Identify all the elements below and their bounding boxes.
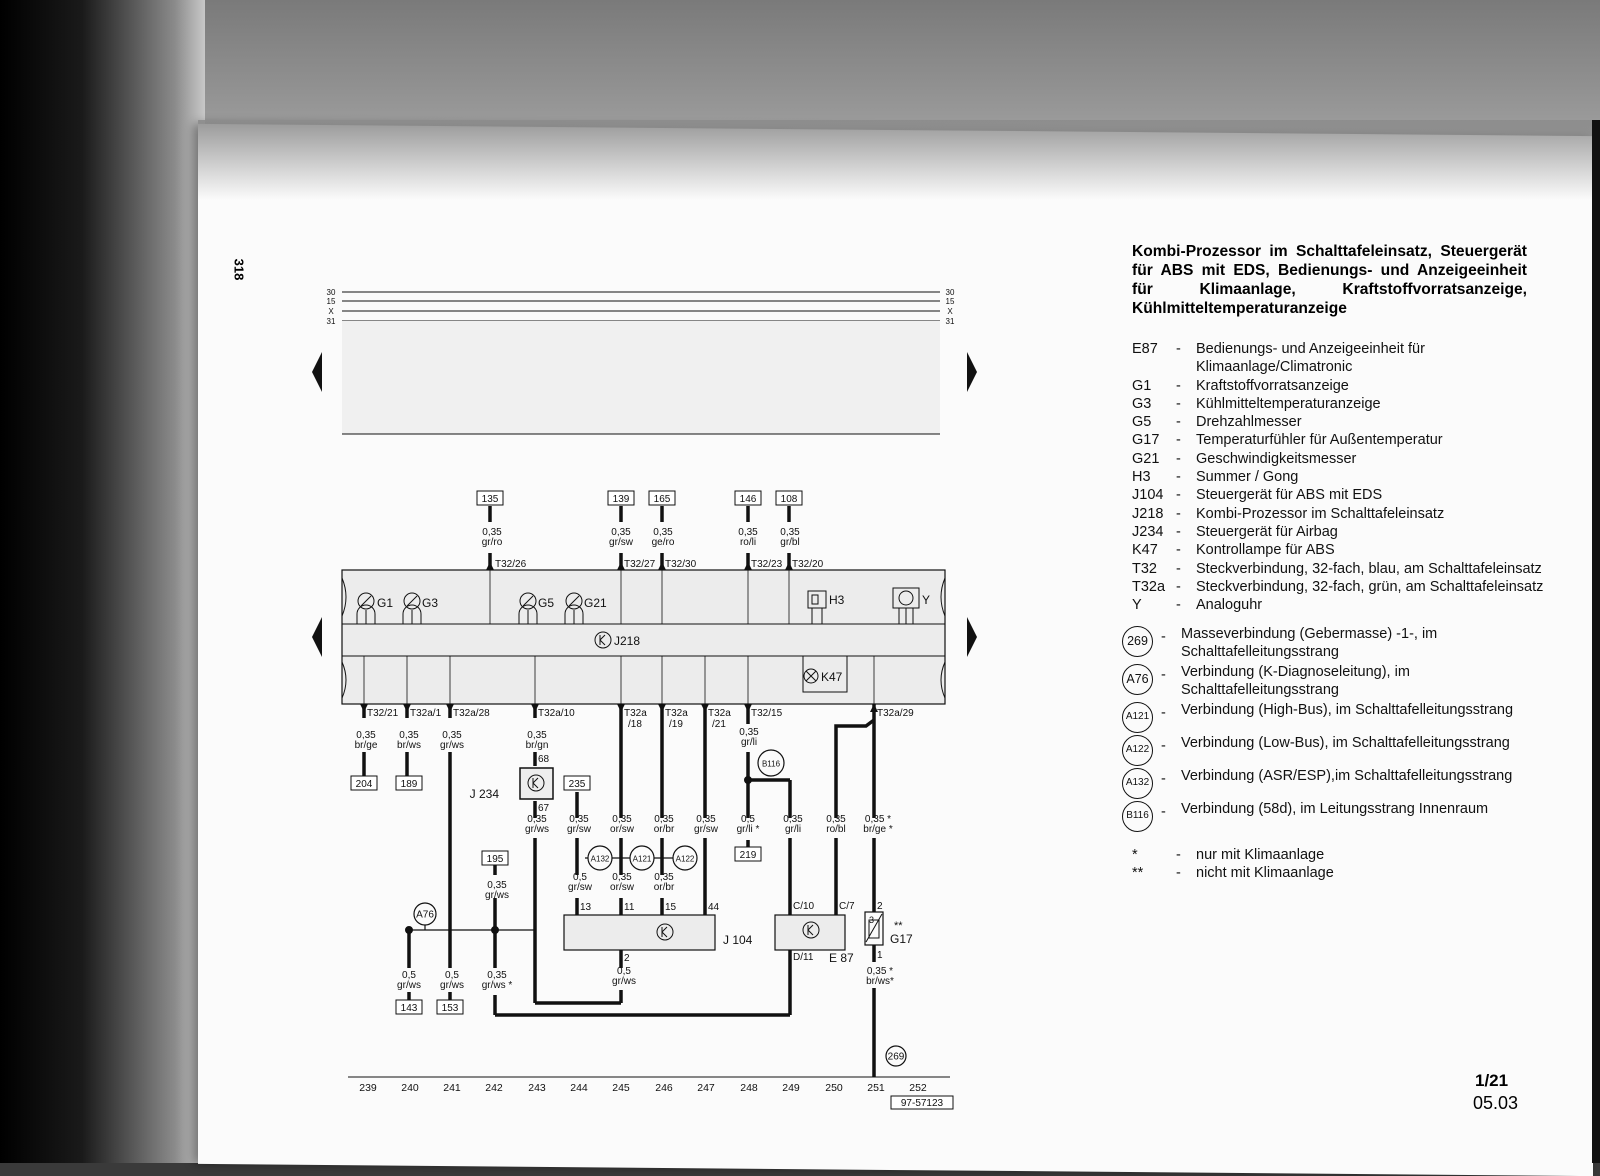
wire-color: gr/ws [525, 824, 549, 835]
wire-color: gr/li * [736, 824, 760, 835]
wire-color: gr/sw [694, 824, 718, 835]
wire-size: 0,35 [780, 527, 800, 538]
component-j218: J218 [614, 634, 641, 648]
legend-value: Steckverbindung, 32-fach, grün, am Schalttafeleinsatz [1196, 578, 1544, 595]
component-g21: G21 [584, 596, 607, 610]
edition-date: 05.03 [1473, 1093, 1519, 1113]
wire-color: gr/sw [609, 537, 633, 548]
legend-value: Verbindung (K-Diagnoseleitung), im Schalttafelleitungsstrang [1181, 664, 1410, 698]
pin-label: T32a [624, 708, 647, 719]
grid-number: 247 [697, 1082, 715, 1094]
legend-key: K47 [1132, 542, 1158, 559]
legend-dash: - [1176, 487, 1181, 504]
legend-dash: - [1161, 737, 1166, 754]
wire-size: 0,5 [402, 970, 416, 981]
component-j234: J 234 [469, 787, 499, 801]
pin-label: T32/30 [665, 559, 697, 570]
legend-dash: - [1176, 864, 1181, 881]
pin-label: T32a [708, 708, 731, 719]
legend-key: E87 [1132, 341, 1158, 357]
legend-value: Summer / Gong [1196, 469, 1299, 486]
pin-label: 68 [538, 754, 550, 765]
pin-label: T32/21 [367, 708, 399, 719]
wire-size: 0,5 [617, 966, 631, 977]
legend-row [1132, 578, 1552, 596]
legend-dash: - [1176, 846, 1181, 863]
wire-size: 0,5 [445, 970, 459, 981]
wire-size: 0,35 [826, 814, 846, 825]
wire-size: 0,35 [442, 730, 462, 741]
reference-number: 189 [400, 779, 418, 790]
legend-connector-row [1126, 800, 1552, 832]
wire-color: gr/ws [440, 740, 464, 751]
legend-value: Drehzahlmesser [1196, 414, 1302, 431]
legend-key: H3 [1132, 469, 1151, 486]
wire-color: ge/ro [651, 537, 675, 548]
bus-label-right: 15 [945, 297, 955, 306]
legend-value: nicht mit Klimaanlage [1196, 864, 1334, 881]
legend-value: Steckverbindung, 32-fach, blau, am Schalttafeleinsatz [1196, 560, 1542, 577]
wire-size: 0,35 [487, 880, 507, 891]
grid-number: 250 [825, 1082, 843, 1094]
pin-label: /19 [669, 719, 683, 730]
legend-dash: - [1176, 542, 1181, 559]
drawing-number: 97-57123 [900, 1098, 944, 1109]
pin-label: C/7 [839, 901, 855, 912]
legend-connector-row [1125, 701, 1552, 733]
connector-symbol: A121 [1122, 702, 1153, 733]
legend-key: J104 [1132, 487, 1164, 504]
legend-connector-row [1127, 626, 1552, 662]
bus-label-left: 15 [326, 297, 336, 306]
component-y: Y [922, 593, 931, 607]
wire-color: br/ge * [863, 824, 893, 835]
connector-label: 269 [887, 1051, 905, 1063]
wire-size: 0,35 [654, 872, 674, 883]
reference-number: 219 [739, 850, 757, 861]
grid-number: 241 [443, 1082, 461, 1094]
wire-color: gr/ws [440, 980, 464, 991]
legend-dash: - [1176, 597, 1181, 614]
legend-row [1132, 505, 1552, 523]
wire-color: gr/li [740, 737, 758, 748]
wire-color: br/gn [525, 740, 549, 751]
legend-key: G3 [1132, 395, 1152, 412]
legend-value: Steuergerät für ABS mit EDS [1196, 487, 1383, 504]
legend-connector-row [1126, 664, 1552, 700]
pin-label: T32/27 [624, 559, 656, 570]
legend-key: J218 [1132, 505, 1164, 522]
legend-row [1132, 846, 1552, 864]
legend-row [1132, 541, 1552, 559]
legend-dash: - [1176, 341, 1181, 357]
grid-number: 249 [782, 1082, 800, 1094]
component-j104: J 104 [723, 933, 753, 947]
legend-dash: - [1176, 395, 1181, 412]
wire-size: 0,35 [738, 527, 758, 538]
wire-size: 0,35 [356, 730, 376, 741]
legend-dash: - [1176, 523, 1181, 540]
legend-row [1132, 395, 1552, 413]
pin-label: 2 [624, 953, 630, 964]
legend-value: nur mit Klimaanlage [1196, 846, 1325, 863]
pin-label: 67 [538, 803, 550, 814]
connector-label: A122 [675, 854, 695, 864]
wire-size: 0,35 [569, 814, 589, 825]
legend-row [1132, 864, 1552, 882]
legend-key: T32 [1132, 560, 1157, 577]
wire-color: gr/sw [568, 882, 592, 893]
wire-size: 0,35 [611, 527, 631, 538]
pin-label: T32a/1 [410, 708, 442, 719]
reference-number: 143 [400, 1003, 418, 1014]
bus-label-right: X [947, 307, 953, 316]
grid-number: 252 [909, 1082, 927, 1094]
wire-color: or/sw [610, 882, 634, 893]
connector-symbol: B116 [1122, 801, 1153, 832]
legend-value: Verbindung (58d), im Leitungsstrang Innenraum [1181, 800, 1489, 817]
legend-dash: - [1161, 667, 1166, 684]
pin-label: D/11 [793, 952, 814, 963]
legend-value: Verbindung (ASR/ESP),im Schalttafelleitungsstrang [1181, 767, 1513, 784]
connector-label: A132 [590, 854, 610, 864]
sheet-number: 1/21 [1475, 1071, 1509, 1090]
wire-color: gr/bl [780, 537, 800, 548]
legend-dash: - [1176, 505, 1181, 522]
reference-number: 108 [780, 494, 798, 505]
wire-color: or/sw [610, 824, 634, 835]
pin-label: /18 [628, 719, 642, 730]
component-g5: G5 [538, 596, 555, 610]
grid-number: 246 [655, 1082, 673, 1094]
legend-dash: - [1161, 629, 1166, 646]
legend-row [1132, 468, 1552, 486]
wire-color: gr/ws [612, 976, 636, 987]
legend-value: Temperaturfühler für Außentemperatur [1196, 432, 1443, 449]
wire-color: br/ws* [866, 976, 894, 987]
pin-label: T32/20 [792, 559, 824, 570]
pin-label: 1 [877, 950, 883, 961]
wire-size: 0,35 [612, 872, 632, 883]
legend-key: G1 [1132, 377, 1152, 394]
wire-size: 0,35 [487, 970, 507, 981]
pin-label: T32a/28 [453, 708, 490, 719]
wire-size: 0,35 [696, 814, 716, 825]
wire-color: gr/sw [567, 824, 591, 835]
legend-connector-row [1125, 734, 1552, 766]
legend-dash: - [1176, 560, 1181, 577]
wire-size: 0,35 [653, 527, 673, 538]
wire-size: 0,35 [612, 814, 632, 825]
legend-value: Kombi-Prozessor im Schalttafeleinsatz [1196, 505, 1445, 522]
connector-symbol: A122 [1122, 735, 1153, 766]
legend-key: Y [1132, 597, 1142, 614]
connector-symbol: A76 [1122, 664, 1153, 695]
legend-value: Kühlmitteltemperaturanzeige [1196, 395, 1381, 412]
pin-label: C/10 [793, 901, 815, 912]
wire-size: 0,35 [527, 730, 547, 741]
legend-dash: - [1176, 578, 1181, 595]
legend-key: J234 [1132, 523, 1164, 540]
legend-key: * [1132, 846, 1138, 863]
reference-number: 195 [486, 854, 504, 865]
reference-number: 153 [441, 1003, 459, 1014]
reference-number: 139 [612, 494, 630, 505]
wire-color: ro/li [739, 537, 757, 548]
pin-label: ** [894, 920, 903, 932]
reference-number: 204 [355, 779, 373, 790]
grid-number: 248 [740, 1082, 758, 1094]
pin-label: T32/15 [751, 708, 783, 719]
grid-number: 245 [612, 1082, 630, 1094]
legend-value: Verbindung (Low-Bus), im Schalttafelleitungsstrang [1181, 734, 1510, 751]
grid-number: 251 [867, 1082, 885, 1094]
pin-label: /21 [712, 719, 726, 730]
bus-label-left: 31 [326, 317, 336, 326]
legend-row [1132, 413, 1552, 431]
legend-row [1132, 431, 1552, 449]
legend-dash: - [1161, 770, 1166, 787]
pin-label: 44 [708, 902, 720, 913]
pin-label: T32a/10 [538, 708, 575, 719]
legend-dash: - [1176, 432, 1181, 449]
pin-label: 13 [580, 902, 592, 913]
component-g3: G3 [422, 596, 439, 610]
legend-row [1132, 596, 1552, 614]
connector-label: A121 [632, 854, 652, 864]
reference-number: 235 [568, 779, 586, 790]
legend-key: ** [1132, 864, 1144, 881]
wire-size: 0,35 [482, 527, 502, 538]
legend [1125, 340, 1552, 882]
legend-row [1132, 560, 1552, 578]
pin-label: T32a [665, 708, 688, 719]
pin-label: T32/23 [751, 559, 783, 570]
legend-key: G5 [1132, 414, 1152, 431]
pin-label: 3 [869, 915, 875, 925]
legend-value: Verbindung (High-Bus), im Schalttafelleitungsstrang [1181, 701, 1514, 718]
page-number: 318 [231, 258, 247, 281]
pin-label: T32a/29 [877, 708, 914, 719]
pin-label: 11 [624, 902, 635, 913]
wire-color: br/ge [354, 740, 378, 751]
wire-color: or/br [653, 882, 675, 893]
legend-dash: - [1176, 469, 1181, 486]
legend-key: T32a [1132, 578, 1166, 595]
wire-size: 0,35 [783, 814, 803, 825]
legend-dash: - [1176, 414, 1181, 431]
reference-number: 146 [739, 494, 757, 505]
component-g1: G1 [377, 596, 394, 610]
wire-color: ro/bl [826, 824, 846, 835]
pin-label: 15 [665, 902, 677, 913]
legend-dash: - [1176, 377, 1181, 394]
legend-value: Kraftstoffvorratsanzeige [1196, 377, 1349, 394]
legend-dash: - [1176, 450, 1181, 467]
legend-dash: - [1161, 704, 1166, 721]
wire-size: 0,35 * [866, 966, 894, 977]
bus-label-left: 30 [326, 288, 336, 297]
legend-key: G17 [1132, 432, 1160, 449]
legend-value: Kontrollampe für ABS [1196, 542, 1335, 559]
connector-symbol: 269 [1122, 626, 1153, 657]
legend-row [1132, 340, 1552, 377]
wire-color: br/ws [397, 740, 421, 751]
grid-number: 239 [359, 1082, 377, 1094]
wire-size: 0,35 [654, 814, 674, 825]
legend-value: Geschwindigkeitsmesser [1196, 450, 1357, 467]
wire-color: gr/ws [397, 980, 421, 991]
legend-dash: - [1161, 803, 1166, 820]
page-title: Kombi-Prozessor im Schalttafeleinsatz, Steuergerät für ABS mit EDS, Bedienungs- und Anzeigeeinheit für Klimaanlage, Kraftstoffvorratsanzeige, Kühlmitteltemperaturanzeige [1132, 243, 1527, 317]
component-g17: G17 [890, 932, 913, 946]
reference-number: 165 [653, 494, 671, 505]
legend-value: Bedienungs- und Anzeigeeinheit für Klimaanlage/Climatronic [1196, 341, 1425, 376]
wire-color: gr/ro [481, 537, 503, 548]
legend-row [1132, 486, 1552, 504]
bus-label-left: X [328, 307, 334, 316]
connector-label: A76 [416, 909, 434, 921]
legend-key: G21 [1132, 450, 1160, 467]
wire-size: 0,35 [739, 727, 759, 738]
legend-value: Masseverbindung (Gebermasse) -1-, im Schalttafelleitungsstrang [1181, 626, 1438, 661]
component-k47: K47 [821, 670, 843, 684]
component-h3: H3 [829, 593, 845, 607]
bus-label-right: 30 [945, 288, 955, 297]
grid-number: 240 [401, 1082, 419, 1094]
component-e87: E 87 [829, 951, 854, 965]
pin-label: 2 [877, 901, 883, 912]
wire-size: 0,35 [527, 814, 547, 825]
legend-value: Steuergerät für Airbag [1196, 523, 1338, 540]
legend-row [1132, 523, 1552, 541]
legend-value: Analoguhr [1196, 597, 1263, 614]
legend-row [1132, 377, 1552, 395]
grid-number: 243 [528, 1082, 546, 1094]
wire-color: or/br [653, 824, 675, 835]
wire-color: gr/ws * [481, 980, 513, 991]
wire-color: gr/ws [485, 890, 509, 901]
wire-size: 0,5 [573, 872, 587, 883]
legend-row [1132, 450, 1552, 468]
legend-connector-row [1125, 767, 1552, 799]
pin-label: T32/26 [495, 559, 527, 570]
connector-label: B116 [761, 759, 781, 769]
reference-number: 135 [481, 494, 499, 505]
grid-number: 242 [485, 1082, 503, 1094]
grid-number: 244 [570, 1082, 588, 1094]
wire-size: 0,35 * [864, 814, 892, 825]
wire-color: gr/li [784, 824, 802, 835]
bus-label-right: 31 [945, 317, 955, 326]
wire-size: 0,35 [399, 730, 419, 741]
connector-symbol: A132 [1122, 768, 1153, 799]
wire-size: 0,5 [741, 814, 755, 825]
